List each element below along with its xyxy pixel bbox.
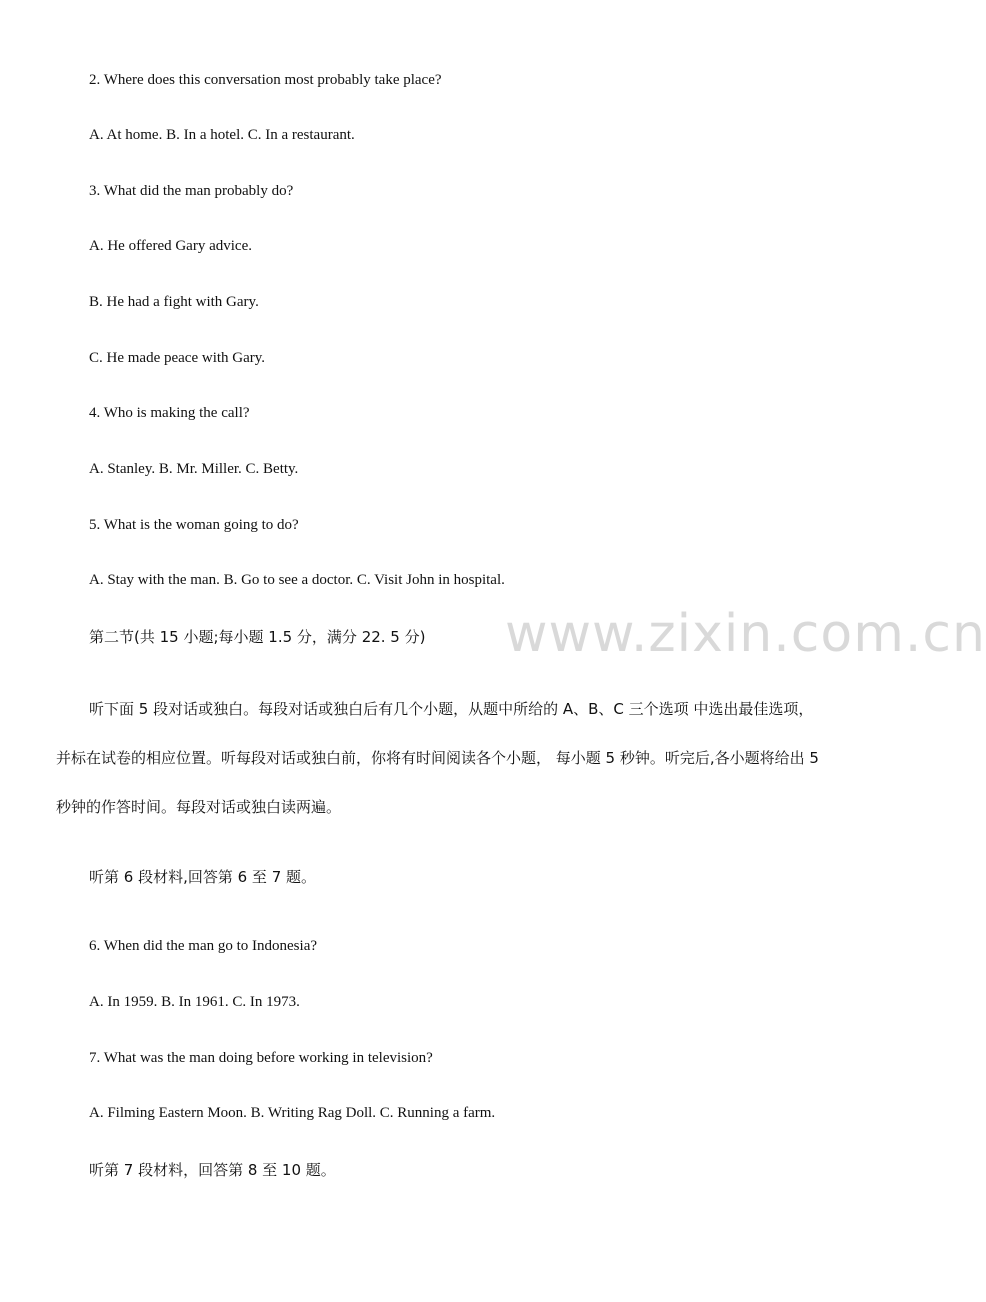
instructions-line-1: 听下面 5 段对话或独白。每段对话或独白后有几个小题，从题中所给的 A、B、C 三个选项 中选出最佳选项， bbox=[89, 700, 814, 718]
question-5: 5. What is the woman going to do? bbox=[89, 517, 299, 533]
material-6-heading: 听第 6 段材料,回答第 6 至 7 题。 bbox=[89, 868, 317, 886]
instructions-line-3: 秒钟的作答时间。每段对话或独白读两遍。 bbox=[56, 798, 342, 816]
question-5-options: A. Stay with the man. B. Go to see a doctor. C. Visit John in hospital. bbox=[89, 572, 505, 588]
instructions-line-2: 并标在试卷的相应位置。听每段对话或独白前，你将有时间阅读各个小题， 每小题 5 秒钟。听完后,各小题将给出 5 bbox=[56, 749, 819, 767]
question-3-option-b: B. He had a fight with Gary. bbox=[89, 294, 259, 310]
question-4-options: A. Stanley. B. Mr. Miller. C. Betty. bbox=[89, 461, 299, 477]
question-6-options: A. In 1959. B. In 1961. C. In 1973. bbox=[89, 994, 300, 1010]
section-2-heading: 第二节(共 15 小题;每小题 1.5 分，满分 22. 5 分) bbox=[89, 628, 426, 646]
watermark: www.zixin.com.cn bbox=[505, 604, 986, 664]
question-6: 6. When did the man go to Indonesia? bbox=[89, 938, 318, 954]
question-7-options: A. Filming Eastern Moon. B. Writing Rag Doll. C. Running a farm. bbox=[89, 1105, 496, 1121]
material-7-heading: 听第 7 段材料，回答第 8 至 10 题。 bbox=[89, 1161, 336, 1179]
question-2-options: A. At home. B. In a hotel. C. In a restaurant. bbox=[89, 127, 355, 143]
question-4: 4. Who is making the call? bbox=[89, 405, 250, 421]
question-3-option-a: A. He offered Gary advice. bbox=[89, 238, 252, 254]
question-3: 3. What did the man probably do? bbox=[89, 183, 294, 199]
question-3-option-c: C. He made peace with Gary. bbox=[89, 350, 266, 366]
question-2: 2. Where does this conversation most probably take place? bbox=[89, 72, 442, 88]
question-7: 7. What was the man doing before working in television? bbox=[89, 1050, 433, 1066]
